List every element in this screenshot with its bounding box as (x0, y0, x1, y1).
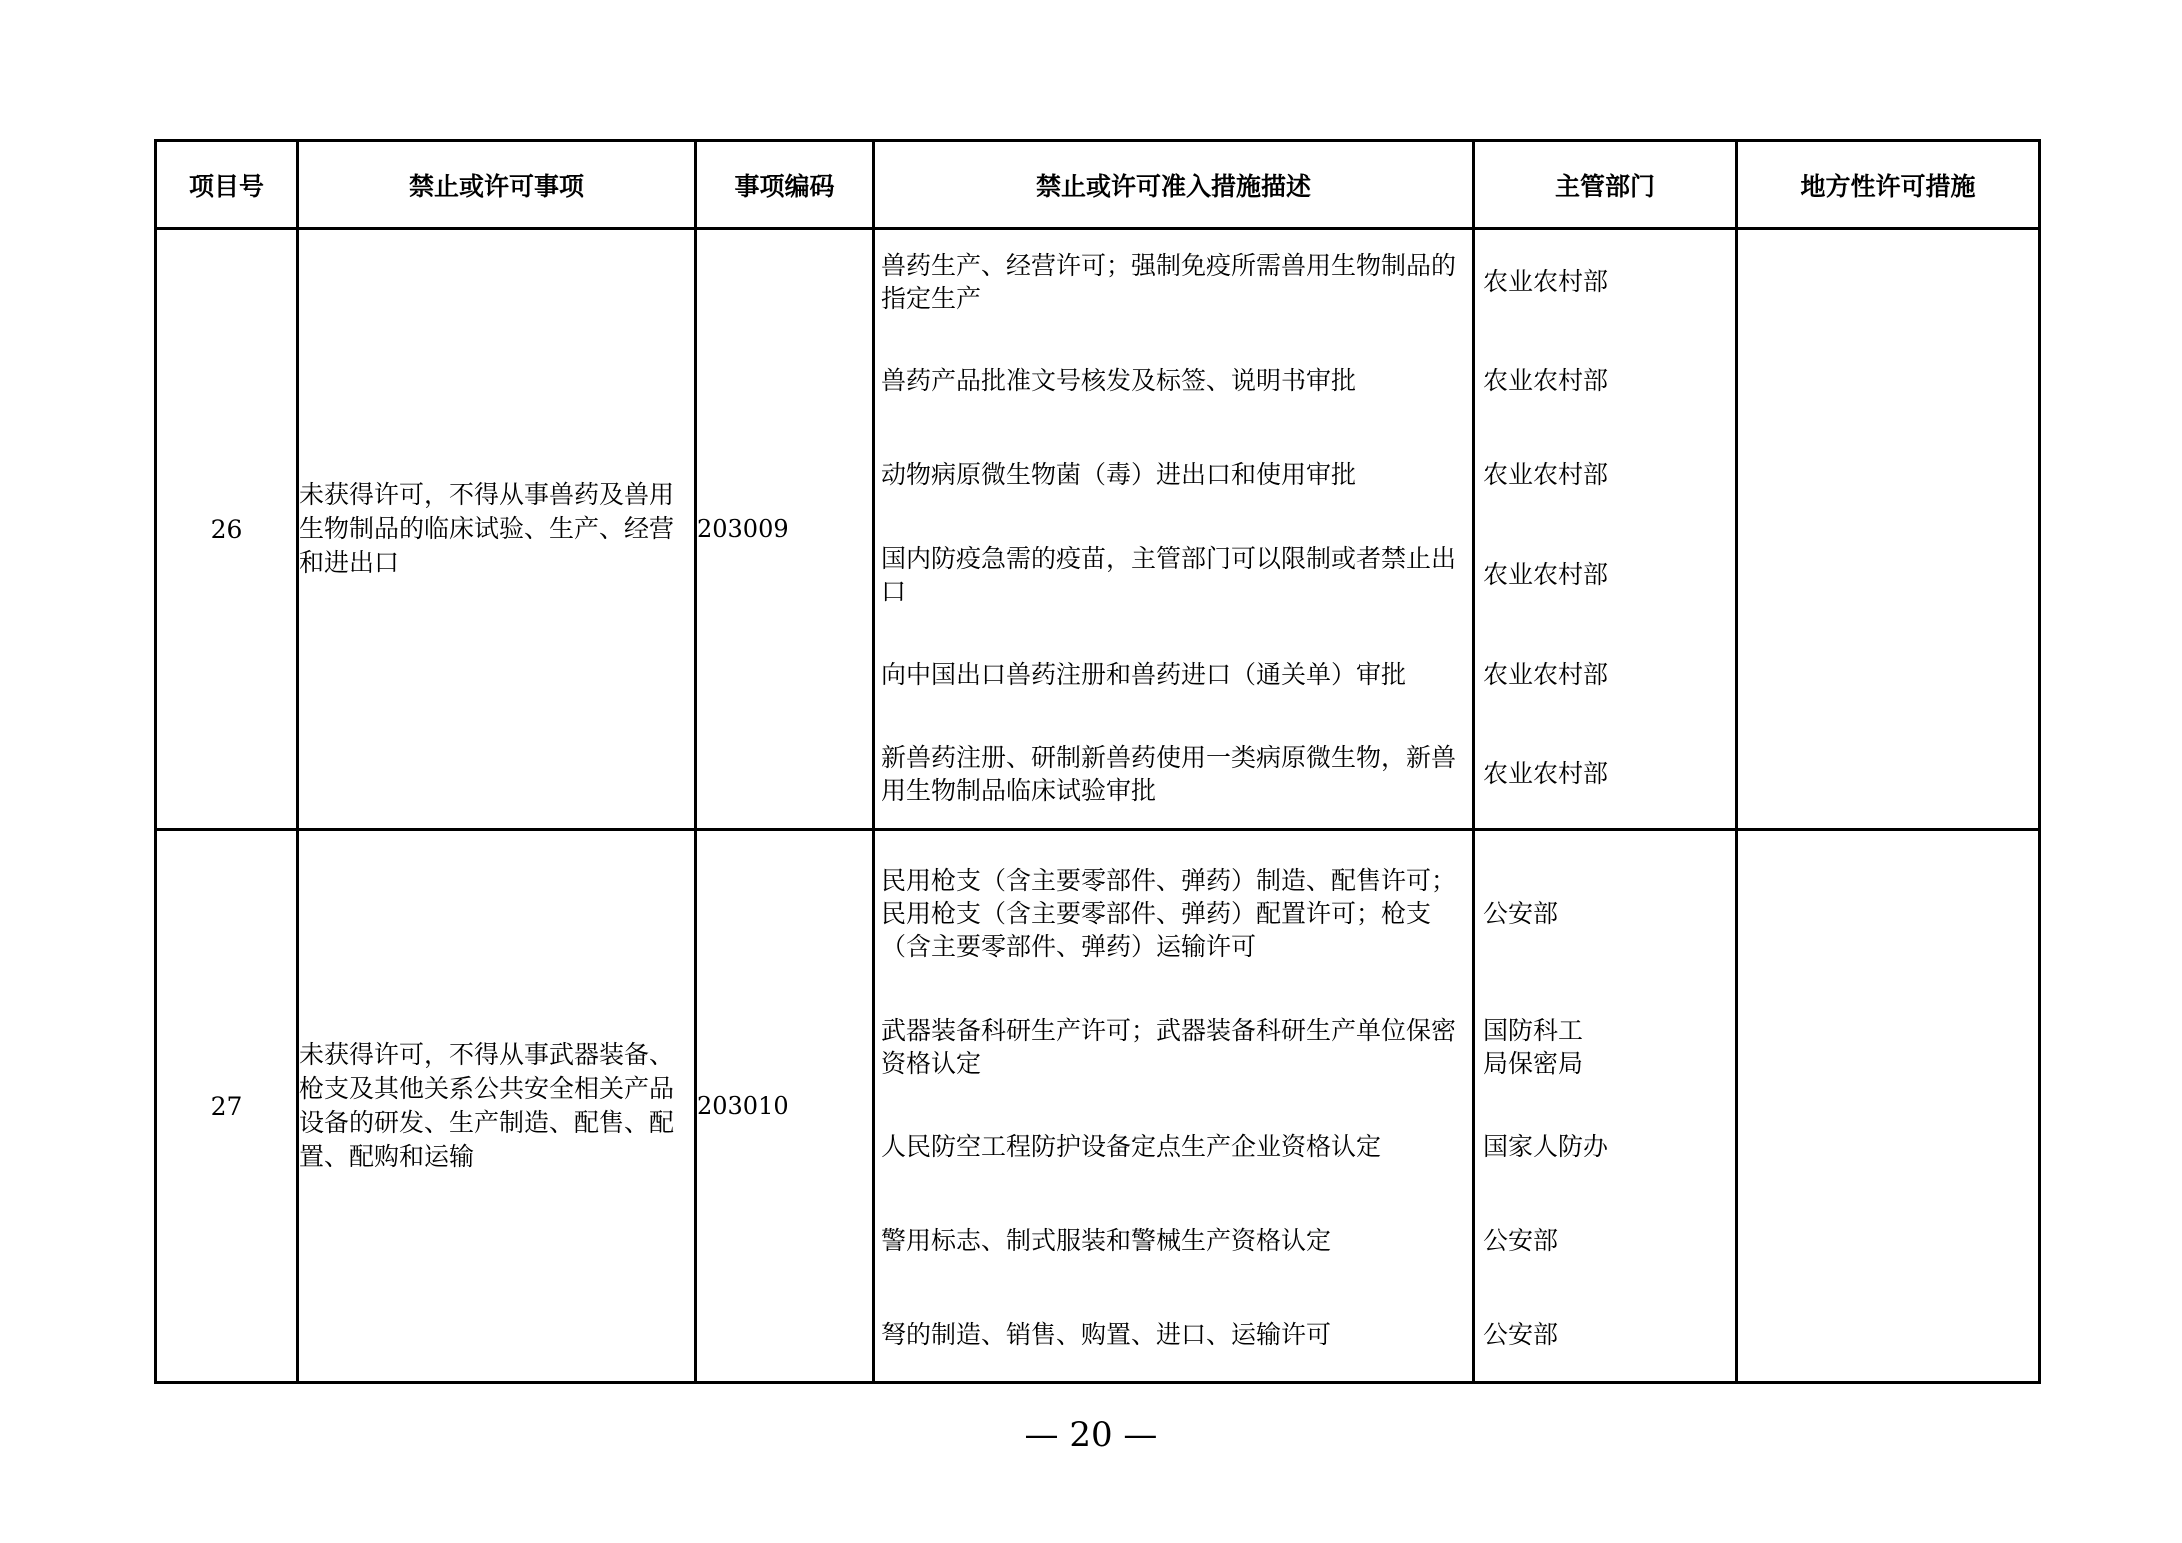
item-text: 未获得许可，不得从事兽药及兽用生物制品的临床试验、生产、经营和进出口 (298, 229, 696, 830)
department: 公安部 (1483, 1319, 1559, 1349)
department: 国防科工局保密局 (1483, 1016, 1584, 1078)
measures-department-column (1474, 229, 1737, 830)
item-code: 203010 (696, 830, 874, 1383)
local-measure-cell (1737, 229, 2040, 830)
department: 农业农村部 (1483, 460, 1609, 489)
measure-description: 国内防疫急需的疫苗，主管部门可以限制或者禁止出口 (881, 543, 1457, 606)
measure-description: 人民防空工程防护设备定点生产企业资格认定 (881, 1131, 1382, 1161)
department: 国家人防办 (1483, 1131, 1609, 1161)
header-description: 禁止或许可准入措施描述 (874, 141, 1474, 229)
local-measure-cell (1737, 830, 2040, 1383)
measure-description: 民用枪支（含主要零部件、弹药）制造、配售许可；民用枪支（含主要零部件、弹药）配置许可；枪支（含主要零部件、弹药）运输许可 (881, 865, 1457, 961)
department: 农业农村部 (1483, 365, 1609, 395)
table-row (156, 830, 2040, 1383)
permit-table (154, 139, 2041, 1384)
measures-description-column (874, 830, 1474, 1383)
measures-description-column (874, 229, 1474, 830)
header-department: 主管部门 (1474, 141, 1737, 229)
measure-description: 动物病原微生物菌（毒）进出口和使用审批 (881, 460, 1357, 489)
header-item: 禁止或许可事项 (298, 141, 696, 229)
project-number: 26 (156, 229, 298, 830)
measure-description: 新兽药注册、研制新兽药使用一类病原微生物，新兽用生物制品临床试验审批 (881, 742, 1457, 805)
page-number: — 20 — (1024, 1415, 1158, 1455)
measure-description: 武器装备科研生产许可；武器装备科研生产单位保密资格认定 (881, 1016, 1457, 1078)
department: 公安部 (1483, 1225, 1559, 1255)
header-project-number: 项目号 (156, 141, 298, 229)
department: 农业农村部 (1483, 560, 1609, 589)
department: 公安部 (1483, 898, 1559, 928)
header-local-measure: 地方性许可措施 (1737, 141, 2040, 229)
department: 农业农村部 (1483, 759, 1609, 788)
item-code: 203009 (696, 229, 874, 830)
department: 农业农村部 (1483, 267, 1609, 296)
header-code: 事项编码 (696, 141, 874, 229)
department: 农业农村部 (1483, 660, 1609, 689)
measure-description: 兽药生产、经营许可；强制免疫所需兽用生物制品的指定生产 (881, 250, 1457, 313)
measure-description: 兽药产品批准文号核发及标签、说明书审批 (881, 365, 1357, 395)
header-row (156, 141, 2040, 229)
table-row (156, 229, 2040, 830)
item-text: 未获得许可，不得从事武器装备、枪支及其他关系公共安全相关产品设备的研发、生产制造、配售、配置、配购和运输 (298, 830, 696, 1383)
measure-description: 警用标志、制式服装和警械生产资格认定 (881, 1225, 1332, 1255)
measures-department-column (1474, 830, 1737, 1383)
measure-description: 弩的制造、销售、购置、进口、运输许可 (881, 1319, 1332, 1349)
measure-description: 向中国出口兽药注册和兽药进口（通关单）审批 (881, 660, 1407, 689)
project-number: 27 (156, 830, 298, 1383)
